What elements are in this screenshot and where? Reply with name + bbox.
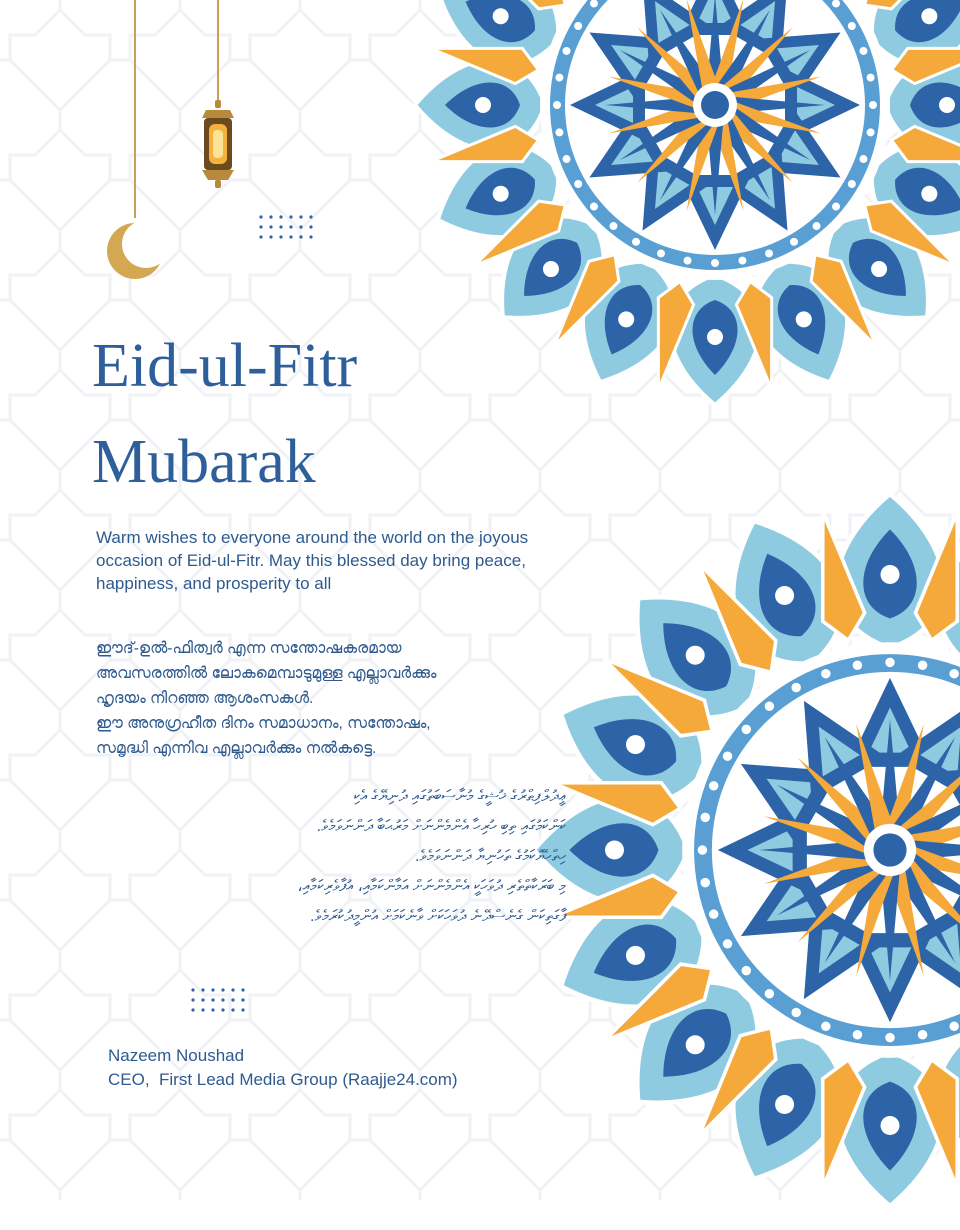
lantern-icon (198, 100, 238, 190)
dot-grid-bottom (188, 985, 248, 1015)
crescent-moon-icon (104, 220, 166, 282)
message-dhivehi: ޢީދުލްފިޠްރުގެ ޚުޝީގެ މުނާސަބަތުގައި ދުނިޔޭގެ އެކި ކަންކަމުގައި ތިބި ހުރިހާ އެންމެންނަށް މަރުޙަބާ ދަންނަވަމެވެ. ހިތްހެޔޮކަމުގެ ތަހުނިޔާ ދަންނަވަމެވެ. މި ބަރަކާތްތެރި ދުވަހަކީ އެންމެންނަށް އަމާންކަމާއި، އުފާވެރިކަމާއި، ފާގަތިކަން ގެނެސްދޭނެ ދުވަހަކަށް ވާނެކަމަށް އުންމީދުކުރަމެވެ. (297, 788, 566, 925)
message-english: Warm wishes to everyone around the world on the joyous occasion of Eid-ul-Fitr. May this blessed day bring peace, happiness, and prosperity to all (96, 528, 529, 593)
moon-string (134, 0, 136, 218)
message-malayalam: ഈദ്-ഉൽ-ഫിത്വർ എന്ന സന്തോഷകരമായ അവസരത്തിൽ ലോകമെമ്പാടുമുള്ള എല്ലാവർക്കും ഹൃദയം നിറഞ്ഞ ആശംസകൾ. ഈ അനുഗ്രഹീത ദിനം സമാധാനം, സന്തോഷം, സമൃദ്ധി എന്നിവ എല്ലാവർക്കും നൽകട്ടെ. (96, 640, 437, 757)
greeting-title (92, 318, 552, 510)
title-line-1: Eid-ul-Fitr (92, 332, 358, 400)
signature-title: CEO, First Lead Media Group (Raajje24.com) (108, 1070, 458, 1089)
mandala-ornament-bottom (510, 470, 960, 1230)
signature (108, 1044, 458, 1092)
dot-grid-top (256, 212, 316, 242)
signature-name: Nazeem Noushad (108, 1046, 245, 1065)
title-line-2: Mubarak (92, 428, 316, 496)
lantern-string (217, 0, 219, 108)
